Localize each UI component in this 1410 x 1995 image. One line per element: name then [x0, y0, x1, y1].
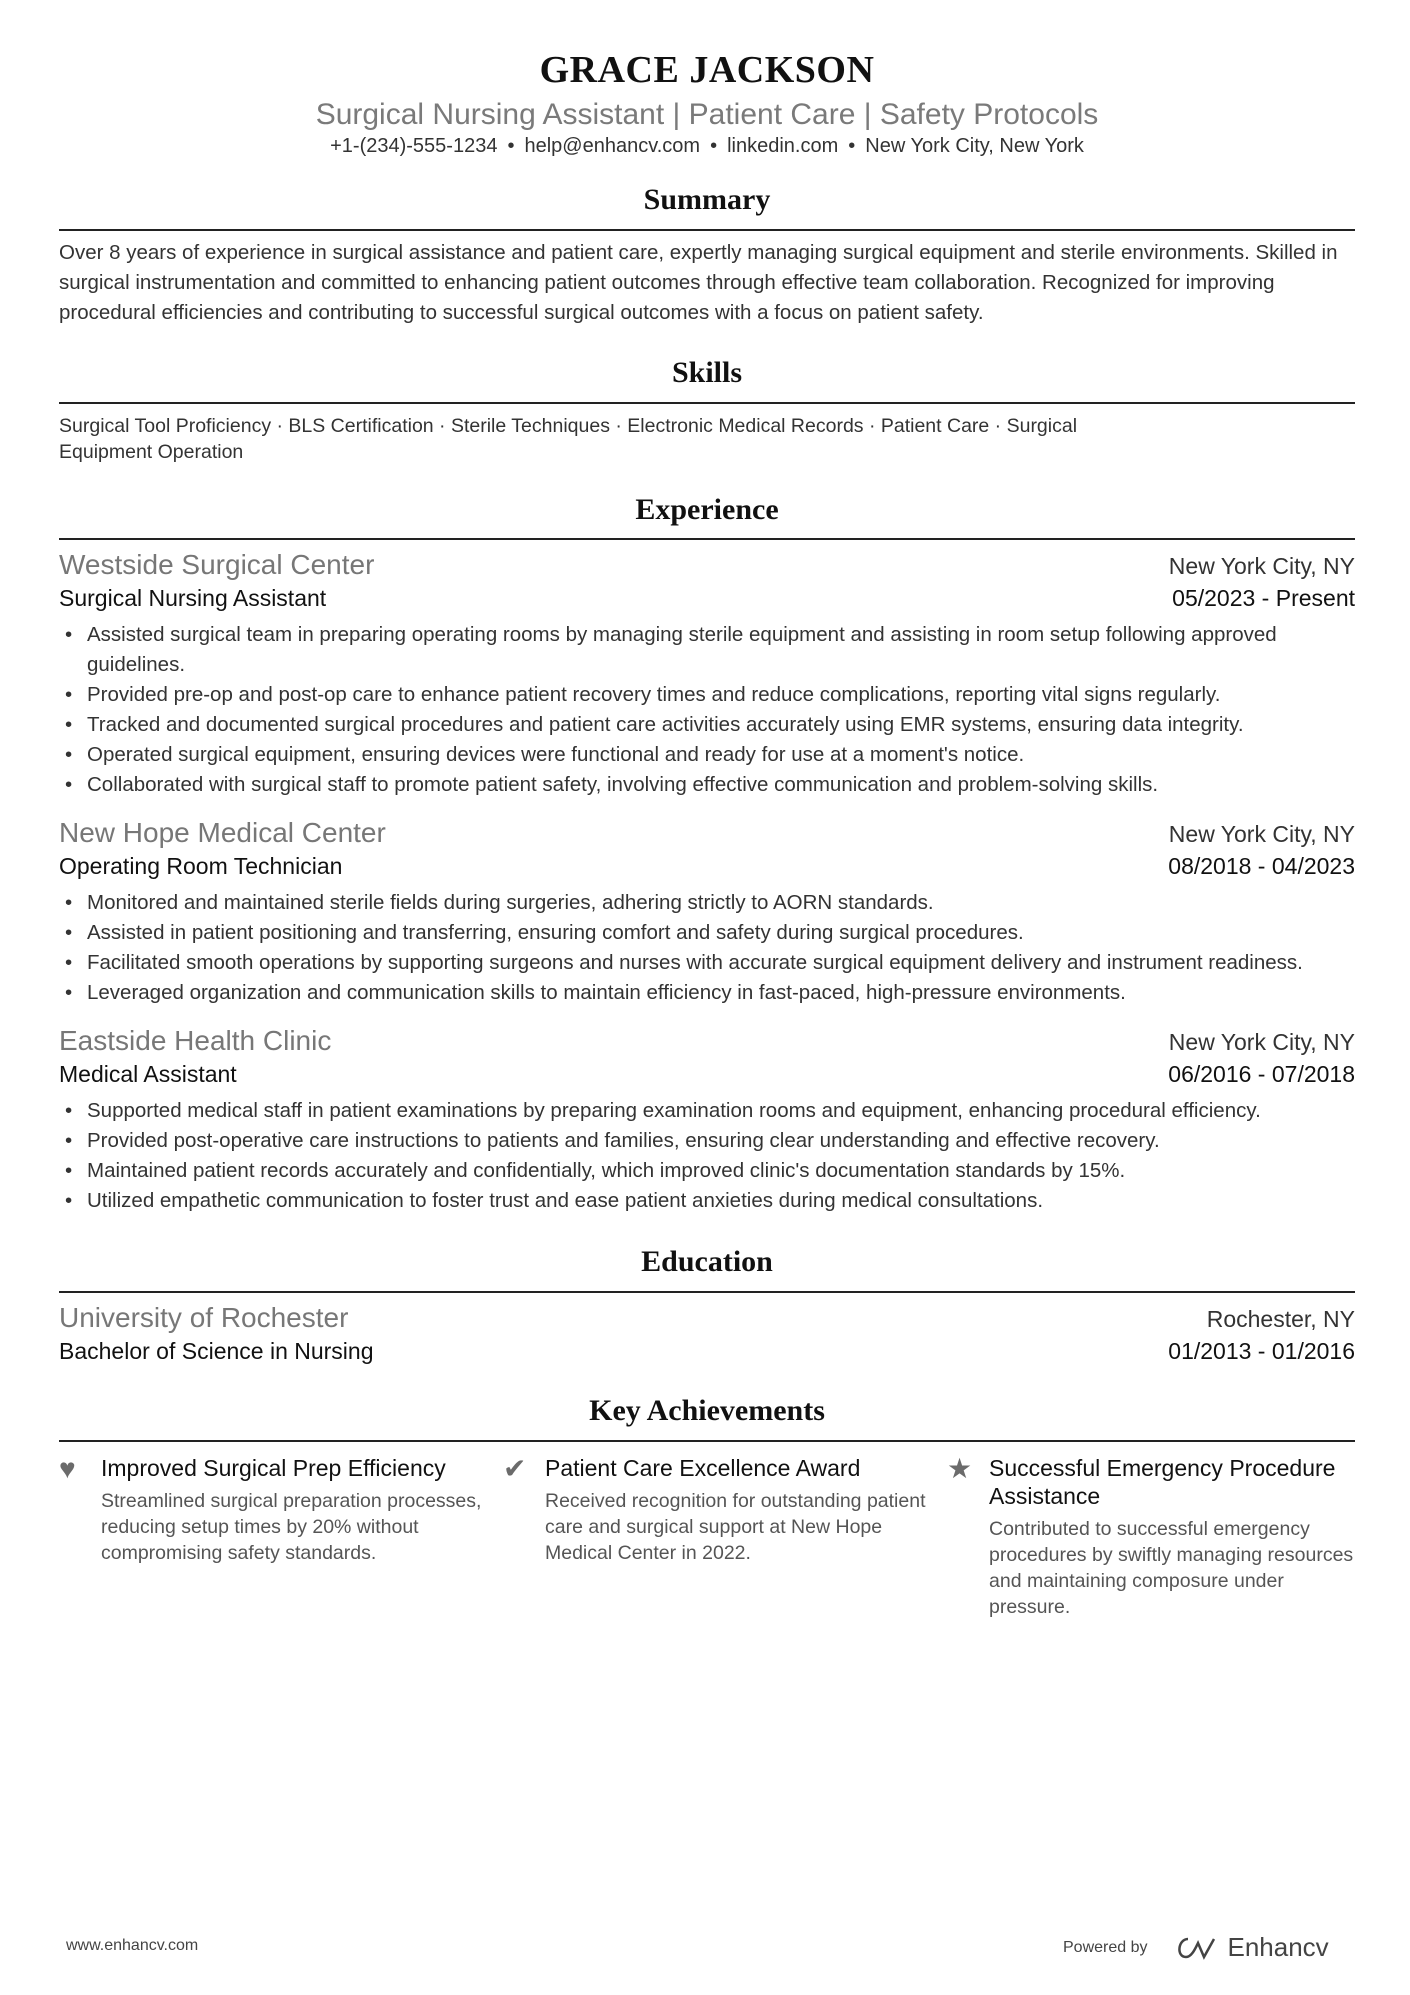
headline: Surgical Nursing Assistant | Patient Care | Safety Protocols: [315, 98, 1099, 131]
check-icon: ✔: [503, 1453, 527, 1484]
education-entry: [59, 1301, 1355, 1366]
job-bullet: • Supported medical staff in patient examinations by preparing examination rooms and equipment, enhancing procedural efficiency.: [59, 1096, 1355, 1126]
job-bullet: • Facilitated smooth operations by supporting surgeons and nurses with accurate surgical equipment delivery and instrument readiness.: [59, 948, 1355, 978]
education-heading: Education: [59, 1244, 1355, 1293]
achievement-desc: Streamlined surgical preparation processes, reducing setup times by 20% without compromising safety standards.: [101, 1490, 482, 1564]
job-bullet: • Collaborated with surgical staff to promote patient safety, involving effective communication and problem-solving skills.: [59, 770, 1355, 800]
summary-heading: Summary: [59, 182, 1355, 231]
job-location: New York City, NY: [1168, 553, 1355, 579]
job-bullet: • Assisted in patient positioning and transferring, ensuring comfort and safety during surgical procedures.: [59, 918, 1355, 948]
separator: •: [848, 135, 856, 157]
powered-by[interactable]: [1063, 1932, 1329, 1963]
job-title: Medical Assistant: [59, 1061, 237, 1087]
job-dates: 05/2023 - Present: [1172, 585, 1355, 611]
job-bullet: • Provided post-operative care instructions to patients and families, ensuring clear understanding and effective recovery.: [59, 1126, 1355, 1156]
job-location: New York City, NY: [1168, 821, 1355, 847]
job-dates: 06/2016 - 07/2018: [1168, 1061, 1355, 1087]
enhancv-logo-icon: [1174, 1935, 1220, 1961]
achievement-item: [947, 1454, 1355, 1620]
linkedin-link[interactable]: linkedin.com: [727, 135, 839, 157]
email-link[interactable]: help@enhancv.com: [524, 135, 701, 157]
achievement-desc: Received recognition for outstanding patient care and surgical support at New Hope Medical Center in 2022.: [545, 1490, 926, 1564]
achievement-desc: Contributed to successful emergency procedures by swiftly managing resources and maintaining composure under pressure.: [989, 1518, 1354, 1618]
job-bullet: • Utilized empathetic communication to foster trust and ease patient anxieties during medical consultations.: [59, 1186, 1355, 1216]
achievement-item: [59, 1454, 503, 1620]
job-title: Surgical Nursing Assistant: [59, 585, 327, 611]
achievement-title: Patient Care Excellence Award: [545, 1455, 861, 1481]
skills-heading: Skills: [59, 355, 1355, 404]
summary-text: Over 8 years of experience in surgical assistance and patient care, expertly managing surgical equipment and sterile environments. Skilled in surgical instrumentation and committed to enhancing patient outcomes through effective team collaboration. Recognized for improving procedural efficiencies and contributing to successful surgical outcomes with a focus on patient safety.: [59, 241, 1338, 324]
achievements-list: [59, 1454, 1355, 1620]
job-bullet: • Monitored and maintained sterile fields during surgeries, adhering strictly to AORN standards.: [59, 888, 1355, 918]
company-name: Westside Surgical Center: [59, 549, 375, 580]
job-entry: [59, 548, 1355, 800]
candidate-name: GRACE JACKSON: [539, 49, 875, 91]
contact-line: [59, 133, 1355, 159]
degree: Bachelor of Science in Nursing: [59, 1338, 374, 1364]
location: New York City, New York: [865, 135, 1084, 157]
job-bullet: • Leveraged organization and communication skills to maintain efficiency in fast-paced, high-pressure environments.: [59, 978, 1355, 1008]
achievement-item: [503, 1454, 947, 1620]
job-entry: [59, 1024, 1355, 1216]
achievement-title: Successful Emergency Procedure Assistance: [989, 1455, 1336, 1509]
job-bullets: [59, 620, 1355, 800]
star-icon: ★: [947, 1453, 973, 1484]
experience-list: [59, 548, 1355, 1216]
resume-page: [59, 0, 1355, 1620]
job-bullet: • Assisted surgical team in preparing operating rooms by managing sterile equipment and assisting in room setup following approved guidelines.: [59, 620, 1355, 680]
heart-icon: ♥: [59, 1453, 76, 1484]
company-name: Eastside Health Clinic: [59, 1025, 332, 1056]
achievement-title: Improved Surgical Prep Efficiency: [101, 1455, 446, 1481]
job-bullet: • Maintained patient records accurately and confidentially, which improved clinic's documentation standards by 15%.: [59, 1156, 1355, 1186]
enhancv-brand: Enhancv: [1227, 1932, 1329, 1962]
school-name: University of Rochester: [59, 1302, 349, 1333]
job-location: New York City, NY: [1168, 1029, 1355, 1055]
skills-list: Surgical Tool Proficiency · BLS Certification · Sterile Techniques · Electronic Medical Records · Patient Care · Surgical Equipment Operation: [59, 415, 1078, 463]
phone: +1-(234)-555-1234: [330, 135, 498, 157]
job-entry: [59, 816, 1355, 1008]
job-bullets: [59, 1096, 1355, 1216]
company-name: New Hope Medical Center: [59, 817, 386, 848]
education-dates: 01/2013 - 01/2016: [1168, 1338, 1355, 1364]
job-title: Operating Room Technician: [59, 853, 343, 879]
job-bullets: [59, 888, 1355, 1008]
powered-by-label: Powered by: [1063, 1938, 1148, 1956]
experience-heading: Experience: [59, 492, 1355, 540]
separator: •: [507, 135, 515, 157]
school-location: Rochester, NY: [1206, 1306, 1355, 1332]
job-dates: 08/2018 - 04/2023: [1168, 853, 1355, 879]
job-bullet: • Provided pre-op and post-op care to enhance patient recovery times and reduce complications, reporting vital signs regularly.: [59, 680, 1355, 710]
job-bullet: • Tracked and documented surgical procedures and patient care activities accurately using EMR systems, ensuring data integrity.: [59, 710, 1355, 740]
separator: •: [710, 135, 718, 157]
achievements-heading: Key Achievements: [59, 1393, 1355, 1442]
footer-website-link[interactable]: www.enhancv.com: [66, 1937, 199, 1954]
job-bullet: • Operated surgical equipment, ensuring devices were functional and ready for use at a moment's notice.: [59, 740, 1355, 770]
